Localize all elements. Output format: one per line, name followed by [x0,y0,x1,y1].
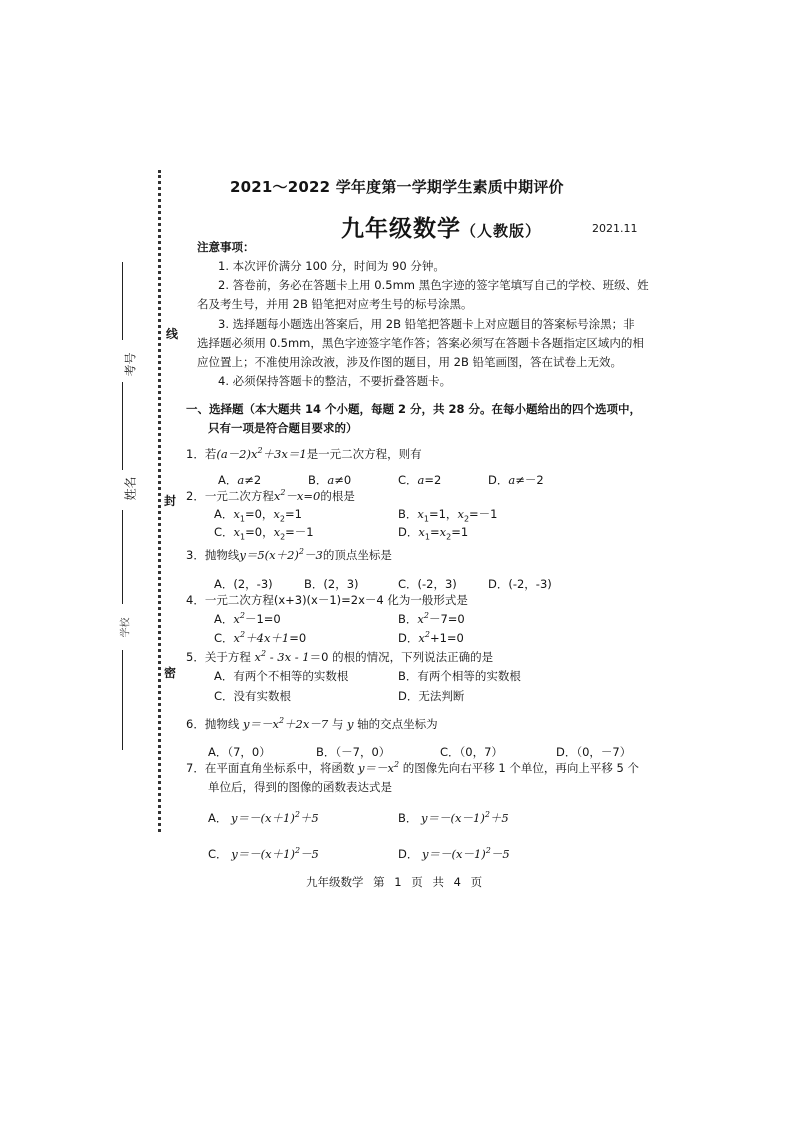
question-7-stem: 7．在平面直角坐标系中，将函数 $y=-x^2$ 的图像先向右平移 1 个单位，再向上平移 5 个 [186,760,639,775]
notice-heading: 注意事项： [197,240,255,254]
question-5-pre: 关于方程 [204,650,251,664]
question-7-pre: 在平面直角坐标系中，将函数 [204,761,355,775]
question-2-option-d: D．$x_1=x_2=1$ [398,525,469,542]
question-2-number: 2． [186,489,205,503]
notice-line-2: 2. 答卷前，务必在答题卡上用 0.5mm 黑色字迹的签字笔填写自己的学校、班级、姓 [218,278,649,292]
notice-line-6: 应位置上；不准使用涂改液，涉及作图的题目，用 2B 铅笔画图，答在试卷上无效。 [197,355,623,369]
question-5-stem: 5．关于方程 $x^2 - 3x - 1=0$ 的根的情况，下列说法正确的是 [186,649,494,664]
question-5-post: 的根的情况，下列说法正确的是 [332,650,494,664]
option-letter: C． [214,631,234,645]
question-2-post: 的根是 [320,489,355,503]
page-footer: 九年级数学 第 1 页 共 4 页 [306,875,483,889]
edition-label: （人教版） [461,222,542,240]
name-label: 姓名 [123,476,138,501]
question-3-option-c: C．(-2，3) [398,577,457,591]
question-2-stem: 2．一元二次方程$x^2-x=0$的根是 [186,488,355,503]
question-4-option-a: A．$x^2-1=0$ [214,611,281,626]
question-3-number: 3． [186,548,205,562]
question-6-option-a: A．（7，0） [208,745,271,759]
question-7-number: 7． [186,761,205,775]
exam-title: 2021～2022 学年度第一学期学生素质中期评价 [230,178,564,196]
question-6-post: 轴的交点坐标为 [357,717,438,731]
question-3-option-b: B．(2，3) [304,577,359,591]
notice-line-7: 4. 必须保持答题卡的整洁，不要折叠答题卡。 [218,374,452,388]
notice-line-1: 1. 本次评价满分 100 分，时间为 90 分钟。 [218,259,445,273]
option-letter: D． [398,631,419,645]
option-letter: B． [398,811,418,825]
question-4-option-d: D．$x^2+1=0$ [398,630,464,645]
question-3-stem: 3．抛物线$y=5(x+2)^2-3$的顶点坐标是 [186,547,392,562]
binding-dotted-line [158,170,161,832]
notice-line-5: 选择题必须用 0.5mm，黑色字迹签字笔作答；答案必须写在答题卡各题指定区域内的相 [197,336,644,350]
question-6-option-b: B．（－7，0） [316,745,391,759]
question-4-option-b: B．$x^2-7=0$ [398,611,465,626]
binding-char-mi: 密 [164,666,177,680]
question-2-option-c: C．$x_1=0$，$x_2=-1$ [214,525,314,542]
school-field-line [122,650,123,750]
option-letter: A． [214,507,234,521]
question-7-option-c: C． $y=-(x+1)^2-5$ [208,846,319,861]
section-heading-line-2: 只有一项是符合题目要求的） [208,421,358,435]
option-letter: C． [398,473,418,487]
question-5-number: 5． [186,650,205,664]
option-letter: B． [398,612,418,626]
question-2-pre: 一元二次方程 [204,489,274,503]
option-letter: C． [214,525,234,539]
question-3-post: 的顶点坐标是 [322,548,392,562]
question-5-option-b: B．有两个相等的实数根 [398,669,521,683]
option-letter: C． [208,847,228,861]
binding-char-feng: 封 [164,494,177,508]
exam-date: 2021.11 [592,222,638,235]
name-field-line-top [122,382,123,470]
question-1-stem: 1．若$(a-2)x^2+3x=1$是一元二次方程，则有 [186,446,422,461]
question-2-option-a: A．$x_1=0$，$x_2=1$ [214,507,302,524]
question-6-mid: 与 [331,717,344,731]
question-2-option-b: B．$x_1=1$，$x_2=-1$ [398,507,498,524]
question-6-stem: 6．抛物线 $y=-x^2+2x-7$ 与 y 轴的交点坐标为 [186,716,438,731]
school-label: 学校 [120,617,132,638]
name-field-line [122,510,123,604]
subject-name: 九年级数学 [341,216,461,242]
question-1-option-a: A．a≠2 [218,473,262,487]
question-1-pre: 若 [204,447,217,461]
question-7-option-a: A． $y=-(x+1)^2+5$ [208,810,319,825]
option-letter: B． [308,473,328,487]
question-7-post: 的图像先向右平移 1 个单位，再向上平移 5 个 [402,761,639,775]
option-letter: A． [214,612,234,626]
section-heading-line-1: 一、选择题（本大题共 14 个小题，每题 2 分，共 28 分。在每小题给出的四个选项中， [186,402,642,416]
question-1-option-b: B．a≠0 [308,473,352,487]
option-letter: A． [208,811,228,825]
question-1-option-c: C．a=2 [398,473,442,487]
exam-number-label: 考号 [123,352,138,377]
question-1-post: 是一元二次方程，则有 [306,447,422,461]
question-3-option-d: D．(-2，-3) [488,577,552,591]
question-1-option-d: D．a≠－2 [488,473,544,487]
question-7-option-b: B． $y=-(x-1)^2+5$ [398,810,509,825]
question-4-text: 一元二次方程(x+3)(x－1)=2x－4 化为一般形式是 [204,593,468,607]
exam-number-field-line [122,262,123,340]
question-4-stem [186,592,468,608]
subject-title [341,210,541,243]
binding-char-xian: 线 [166,327,179,341]
option-letter: D． [488,473,509,487]
question-5-option-a: A．有两个不相等的实数根 [214,669,349,683]
question-5-option-c: C．没有实数根 [214,689,292,703]
question-6-option-d: D．（0，－7） [556,745,632,759]
option-letter: B． [398,507,418,521]
option-letter: D． [398,525,419,539]
question-3-option-a: A．(2，-3) [214,577,273,591]
question-6-number: 6． [186,717,205,731]
question-6-option-c: C．（0，7） [440,745,503,759]
question-6-pre: 抛物线 [204,717,240,731]
option-letter: A． [218,473,238,487]
question-7-stem-line-2: 单位后，得到的图像的函数表达式是 [208,780,392,794]
question-1-number: 1． [186,447,205,461]
notice-line-3: 名及考生号，并用 2B 铅笔把对应考生号的标号涂黑。 [197,297,473,311]
notice-line-4: 3. 选择题每小题选出答案后，用 2B 铅笔把答题卡上对应题目的答案标号涂黑；非 [218,317,635,331]
question-4-option-c: C．$x^2+4x+1=0$ [214,630,307,645]
option-letter: D． [398,847,419,861]
question-4-number: 4． [186,593,205,607]
question-5-option-d: D．无法判断 [398,689,465,703]
question-3-pre: 抛物线 [204,548,240,562]
question-7-option-d: D． $y=-(x-1)^2-5$ [398,846,510,861]
